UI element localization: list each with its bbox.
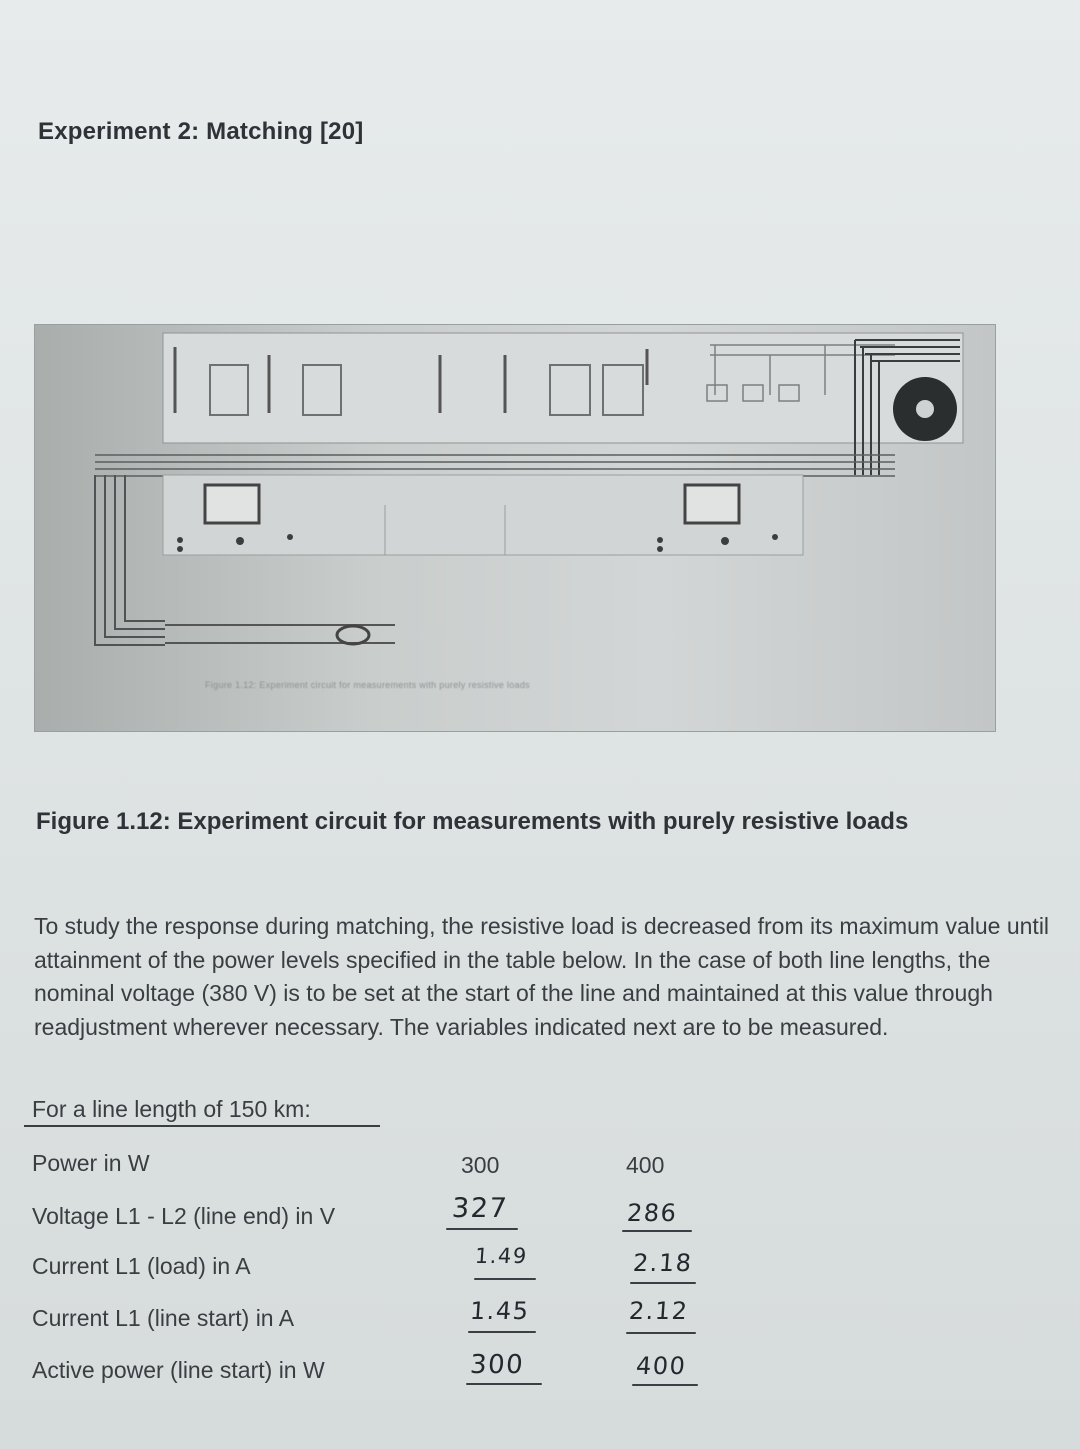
- value-power-col2: 400: [626, 1152, 665, 1178]
- value-current-load-col1: 1.49: [474, 1244, 529, 1268]
- blank-line: [474, 1278, 536, 1280]
- row-label-power: Power in W: [32, 1150, 150, 1176]
- blank-line: [626, 1332, 696, 1334]
- value-active-power-col1: 300: [468, 1350, 526, 1380]
- value-current-line-start-col1: 1.45: [469, 1297, 531, 1325]
- value-active-power-col2: 400: [635, 1352, 688, 1380]
- row-label-current-line-start: Current L1 (line start) in A: [32, 1305, 295, 1331]
- value-voltage-col1: 327: [450, 1193, 510, 1224]
- blank-line: [632, 1384, 698, 1386]
- value-current-line-start-col2: 2.12: [628, 1297, 690, 1325]
- circuit-diagram-graphic: [35, 325, 995, 731]
- circuit-figure-image: [34, 324, 996, 732]
- figure-inner-caption: Figure 1.12: Experiment circuit for measurements with purely resistive loads: [205, 680, 530, 690]
- row-label-current-load: Current L1 (load) in A: [32, 1253, 251, 1279]
- blank-line: [622, 1230, 692, 1232]
- blank-line: [446, 1228, 518, 1230]
- section-label: For a line length of 150 km:: [32, 1096, 311, 1122]
- figure-caption: Figure 1.12: Experiment circuit for measurements with purely resistive loads: [36, 808, 909, 835]
- row-label-active-power: Active power (line start) in W: [32, 1357, 325, 1383]
- blank-line: [466, 1383, 542, 1385]
- value-current-load-col2: 2.18: [632, 1249, 694, 1277]
- value-voltage-col2: 286: [626, 1199, 679, 1227]
- blank-line: [468, 1331, 536, 1333]
- row-label-voltage: Voltage L1 - L2 (line end) in V: [32, 1203, 336, 1229]
- page-heading: Experiment 2: Matching [20]: [38, 118, 364, 145]
- blank-line: [630, 1282, 696, 1284]
- instruction-paragraph: To study the response during matching, the resistive load is decreased from its maximum value until attainment of the power levels specified in the table below. In the case of both line lengths, the nominal voltage (380 V) is to be set at the start of the line and maintained at this value through readjustment wherever necessary. The variables indicated next are to be measured.: [34, 913, 1050, 1040]
- value-power-col1: 300: [461, 1152, 500, 1178]
- section-underline: [24, 1125, 380, 1127]
